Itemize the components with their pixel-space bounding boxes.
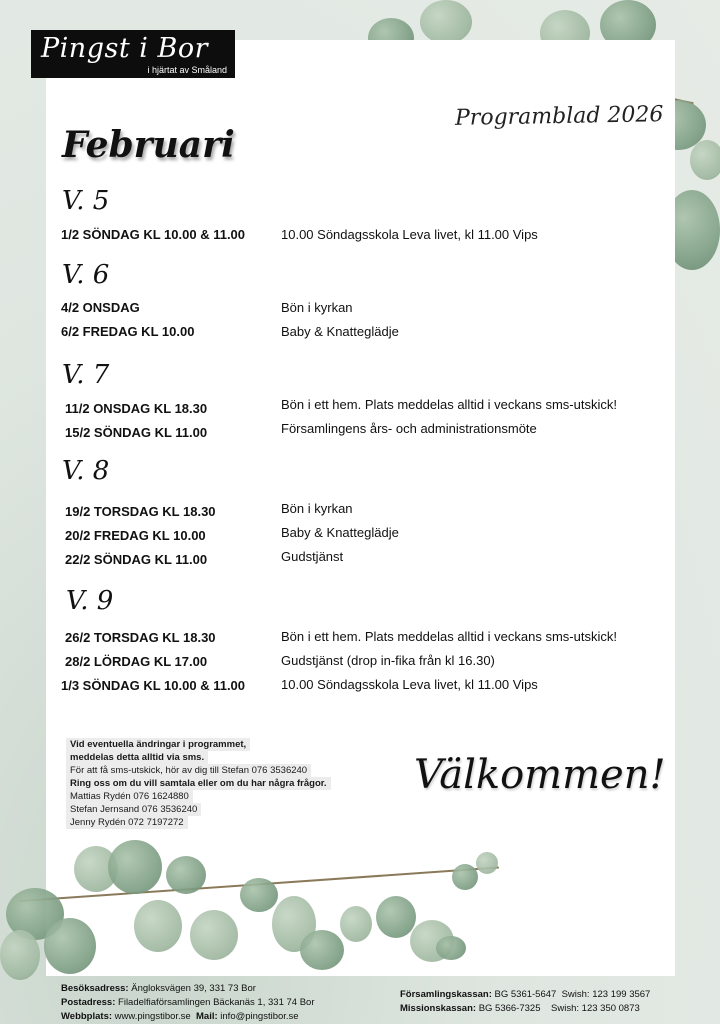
contact-person: Mattias Rydén 076 1624880 — [66, 790, 193, 803]
event-when: 26/2 TORSDAG KL 18.30 — [65, 630, 216, 645]
event-when: 11/2 ONSDAG KL 18.30 — [65, 401, 208, 416]
event-what: 10.00 Söndagsskola Leva livet, kl 11.00 Vips — [281, 227, 538, 242]
post-address: Filadelfiaförsamlingen Bäckanäs 1, 331 74 Bor — [118, 997, 315, 1008]
fund-bankgiro: BG 5366-7325 — [478, 1003, 541, 1014]
event-what: Baby & Knatteglädje — [281, 525, 399, 540]
program-title: Programblad 2026 — [454, 102, 664, 131]
event-when: 20/2 FREDAG KL 10.00 — [65, 528, 206, 543]
brand-tagline: i hjärtat av Småland — [147, 65, 227, 75]
footer-addresses — [61, 982, 314, 1024]
mail-link[interactable]: info@pingstibor.se — [220, 1011, 299, 1022]
visit-address-label: Besöksadress: — [61, 983, 129, 994]
contact-notice — [66, 738, 356, 829]
visit-address: Ängloksvägen 39, 331 73 Bor — [131, 983, 256, 994]
contact-person: Stefan Jernsand 076 3536240 — [66, 803, 201, 816]
fund-label: Församlingskassan: — [400, 989, 492, 1000]
event-what: Bön i kyrkan — [281, 501, 353, 516]
notice-line: För att få sms-utskick, hör av dig till Stefan 076 3536240 — [66, 764, 311, 777]
event-what: Baby & Knatteglädje — [281, 324, 399, 339]
event-what: Bön i ett hem. Plats meddelas alltid i veckans sms-utskick! — [281, 629, 617, 644]
event-what: Bön i ett hem. Plats meddelas alltid i veckans sms-utskick! — [281, 397, 617, 412]
notice-line: meddelas detta alltid via sms. — [66, 751, 208, 764]
fund-swish: Swish: 123 199 3567 — [561, 989, 651, 1000]
week-heading: V. 5 — [62, 186, 110, 216]
week-heading: V. 9 — [66, 586, 114, 616]
post-address-label: Postadress: — [61, 997, 116, 1008]
fund-bankgiro: BG 5361-5647 — [494, 989, 557, 1000]
mail-label: Mail: — [196, 1011, 218, 1022]
fund-swish: Swish: 123 350 0873 — [551, 1003, 640, 1014]
event-what: Gudstjänst — [281, 549, 344, 564]
website-label: Webbplats: — [61, 1011, 113, 1022]
event-when: 19/2 TORSDAG KL 18.30 — [65, 504, 216, 519]
fund-label: Missionskassan: — [400, 1003, 477, 1014]
notice-line: Vid eventuella ändringar i programmet, — [66, 738, 250, 751]
footer-payments — [400, 988, 650, 1016]
event-what: 10.00 Söndagsskola Leva livet, kl 11.00 Vips — [281, 677, 538, 692]
event-what: Bön i kyrkan — [281, 300, 353, 315]
event-when: 1/2 SÖNDAG KL 10.00 & 11.00 — [61, 227, 246, 242]
website-link[interactable]: www.pingstibor.se — [114, 1011, 191, 1022]
event-when: 22/2 SÖNDAG KL 11.00 — [65, 552, 208, 567]
event-when: 15/2 SÖNDAG KL 11.00 — [65, 425, 208, 440]
event-what: Gudstjänst (drop in-fika från kl 16.30) — [281, 653, 495, 668]
event-when: 28/2 LÖRDAG KL 17.00 — [65, 654, 208, 669]
contact-person: Jenny Rydén 072 7197272 — [66, 816, 188, 829]
week-heading: V. 6 — [62, 260, 110, 290]
brand-logo — [31, 30, 235, 78]
week-heading: V. 8 — [62, 456, 110, 486]
notice-line: Ring oss om du vill samtala eller om du har några frågor. — [66, 777, 331, 790]
event-what: Församlingens års- och administrationsmöte — [281, 421, 537, 436]
month-heading: Februari — [62, 124, 235, 166]
week-heading: V. 7 — [62, 360, 110, 390]
event-when: 4/2 ONSDAG — [61, 300, 140, 315]
brand-name: Pingst i Bor — [41, 33, 208, 64]
event-when: 6/2 FREDAG KL 10.00 — [61, 324, 195, 339]
event-when: 1/3 SÖNDAG KL 10.00 & 11.00 — [61, 678, 246, 693]
welcome-text: Välkommen! — [414, 752, 666, 798]
